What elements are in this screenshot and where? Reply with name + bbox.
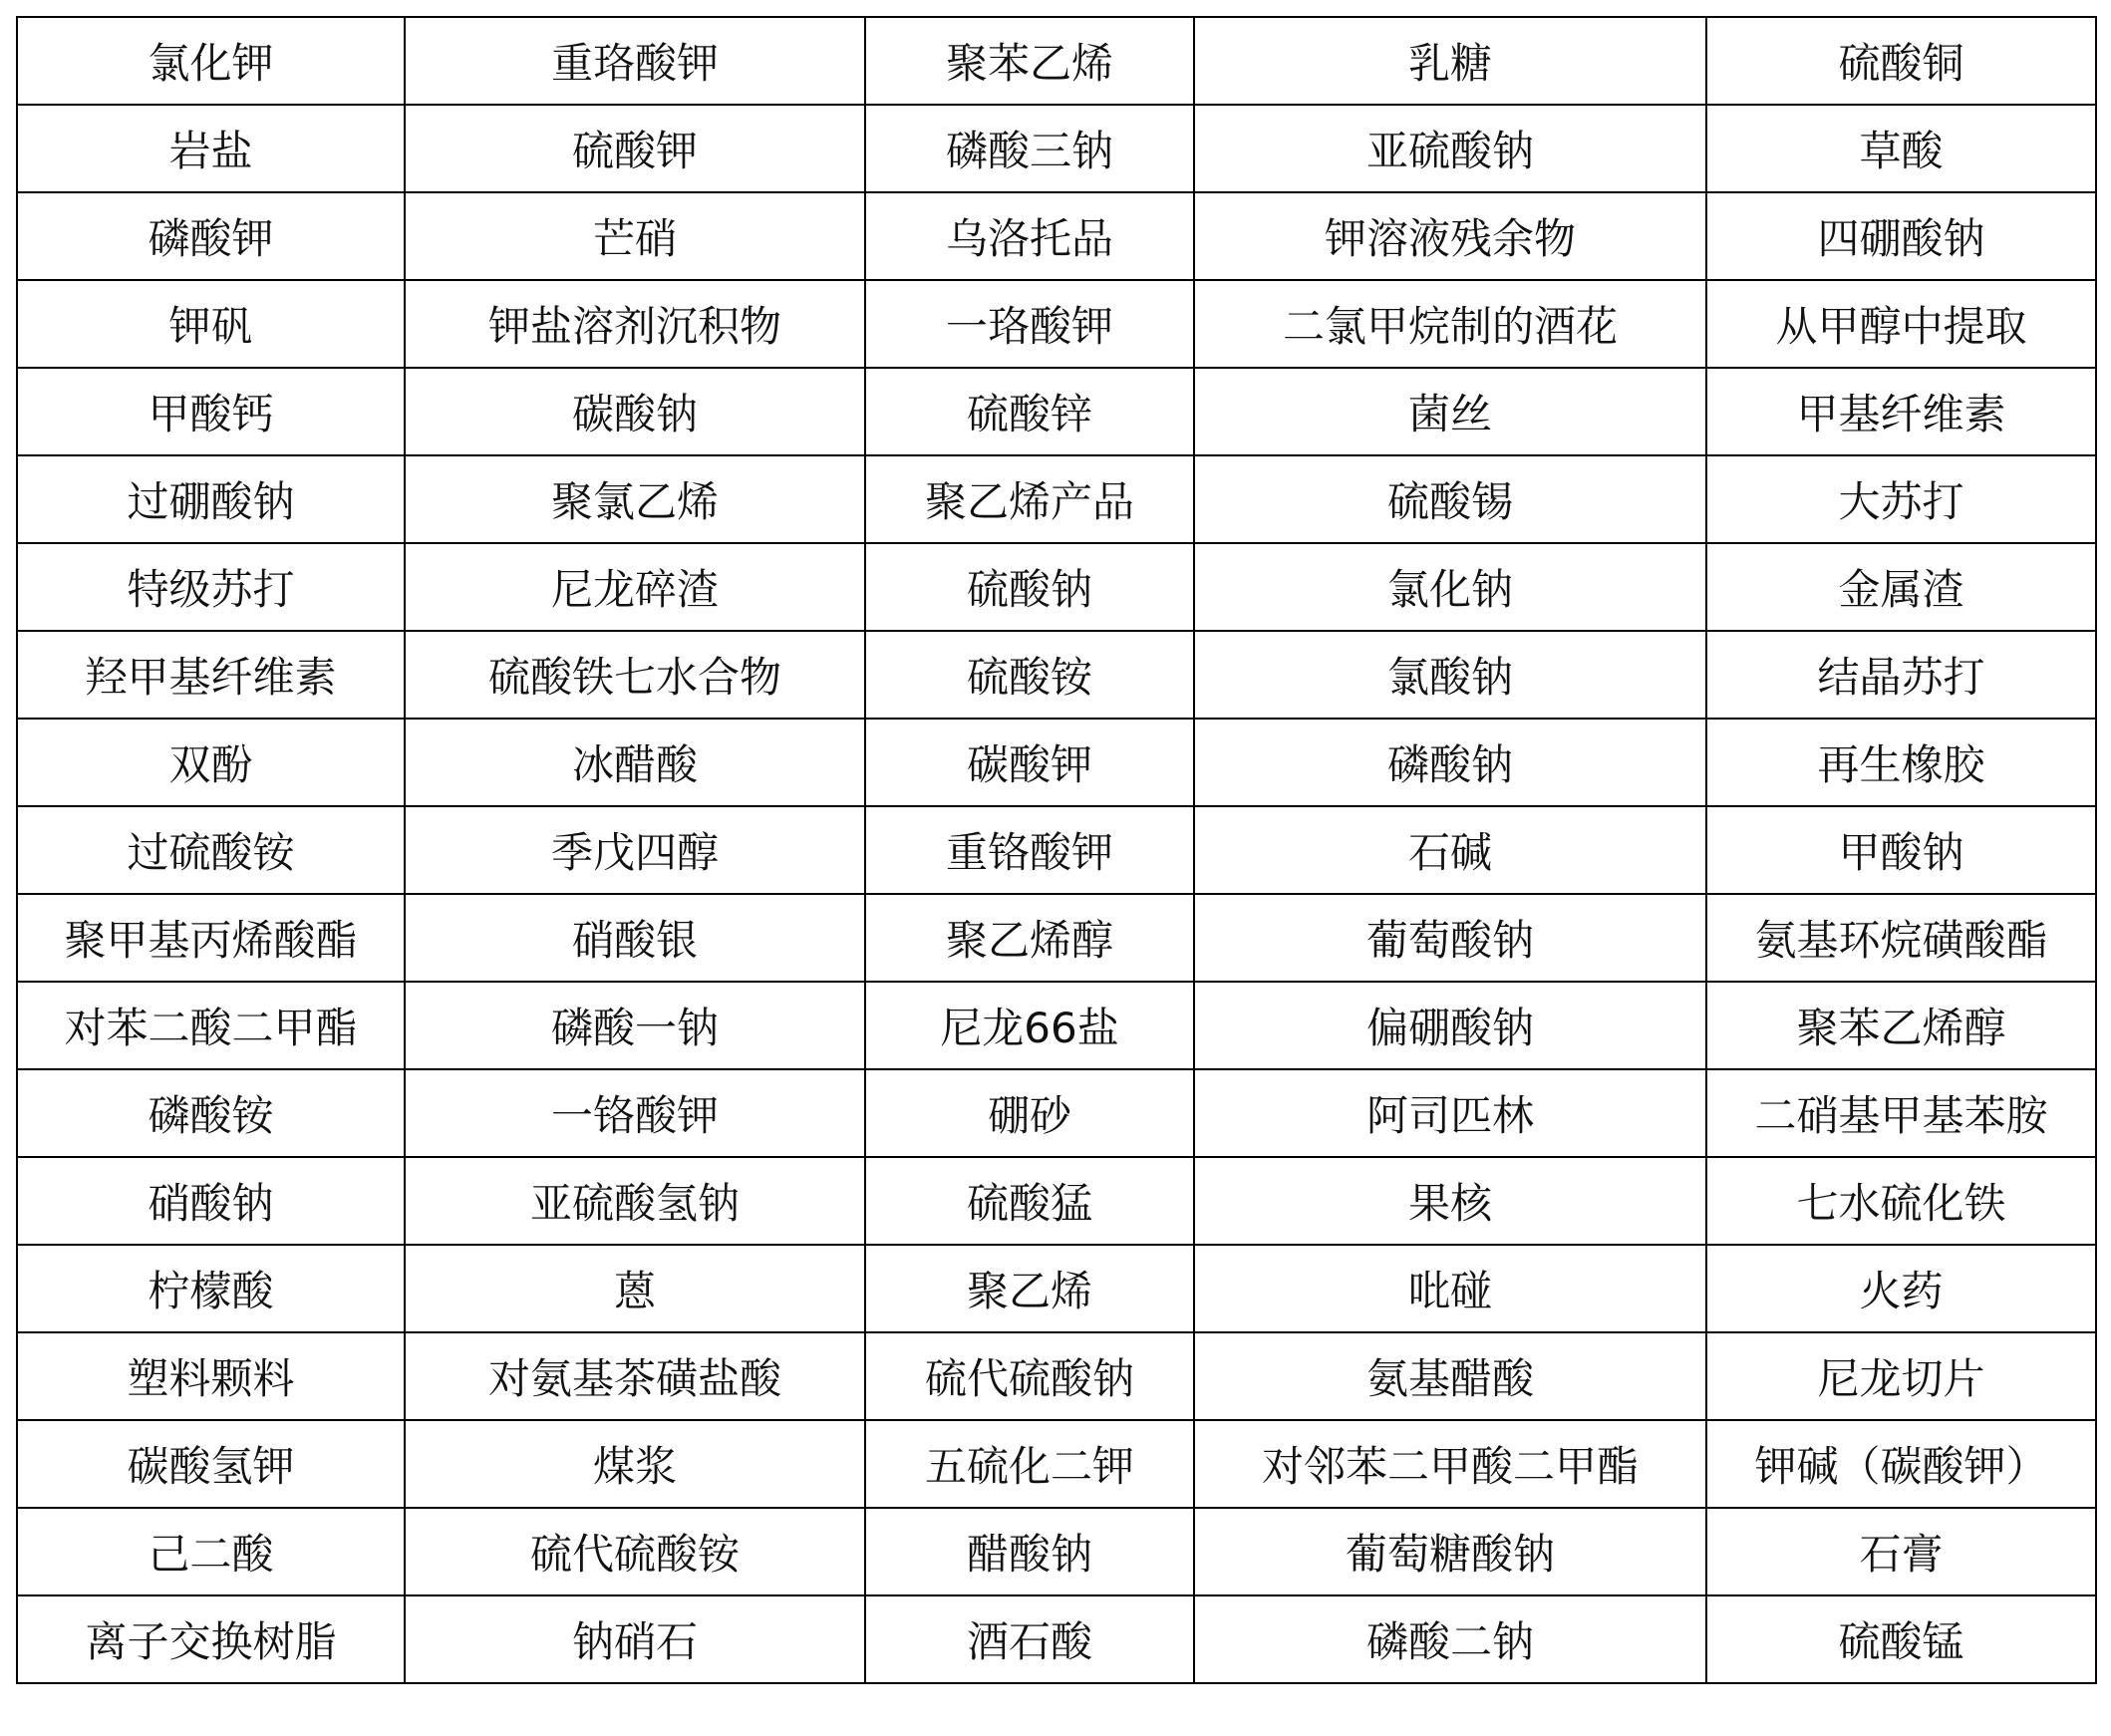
table-cell: 葡萄糖酸钠 (1194, 1508, 1706, 1595)
table-cell: 七水硫化铁 (1706, 1157, 2096, 1245)
table-cell: 再生橡胶 (1706, 719, 2096, 806)
table-row (17, 455, 2096, 543)
table-cell: 硫酸猛 (865, 1157, 1194, 1245)
table-cell: 过硼酸钠 (17, 455, 405, 543)
table-row (17, 806, 2096, 894)
table-cell: 菌丝 (1194, 368, 1706, 455)
table-cell: 果核 (1194, 1157, 1706, 1245)
table-cell: 季戊四醇 (405, 806, 865, 894)
table-row (17, 105, 2096, 192)
table-cell: 聚苯乙烯 (865, 17, 1194, 105)
table-cell: 甲酸钠 (1706, 806, 2096, 894)
table-row (17, 1332, 2096, 1420)
table-cell: 葡萄酸钠 (1194, 894, 1706, 982)
table-cell: 二氯甲烷制的酒花 (1194, 280, 1706, 368)
table-cell: 一珞酸钾 (865, 280, 1194, 368)
table-cell: 钾矾 (17, 280, 405, 368)
table-row (17, 1245, 2096, 1332)
table-cell: 重珞酸钾 (405, 17, 865, 105)
table-row (17, 982, 2096, 1069)
table-cell: 煤浆 (405, 1420, 865, 1508)
table-cell: 硫代硫酸铵 (405, 1508, 865, 1595)
table-cell: 聚乙烯产品 (865, 455, 1194, 543)
table-cell: 石碱 (1194, 806, 1706, 894)
table-cell: 磷酸钾 (17, 192, 405, 280)
table-row (17, 631, 2096, 719)
table-cell: 双酚 (17, 719, 405, 806)
table-cell: 石膏 (1706, 1508, 2096, 1595)
table-cell: 聚氯乙烯 (405, 455, 865, 543)
table-cell: 尼龙碎渣 (405, 543, 865, 631)
table-cell: 己二酸 (17, 1508, 405, 1595)
table-cell: 草酸 (1706, 105, 2096, 192)
table-cell: 碳酸钾 (865, 719, 1194, 806)
table-cell: 柠檬酸 (17, 1245, 405, 1332)
table-cell: 硫代硫酸钠 (865, 1332, 1194, 1420)
table-cell: 羟甲基纤维素 (17, 631, 405, 719)
table-row (17, 368, 2096, 455)
table-cell: 磷酸一钠 (405, 982, 865, 1069)
table-cell: 氯酸钠 (1194, 631, 1706, 719)
table-row (17, 192, 2096, 280)
table-cell: 聚乙烯 (865, 1245, 1194, 1332)
table-cell: 塑料颗料 (17, 1332, 405, 1420)
table-row (17, 1420, 2096, 1508)
table-cell: 硫酸钠 (865, 543, 1194, 631)
table-cell: 磷酸钠 (1194, 719, 1706, 806)
table-cell: 碳酸钠 (405, 368, 865, 455)
table-cell: 乳糖 (1194, 17, 1706, 105)
table-cell: 离子交换树脂 (17, 1595, 405, 1683)
table-cell: 硫酸铁七水合物 (405, 631, 865, 719)
table-row (17, 1157, 2096, 1245)
table-cell: 亚硫酸钠 (1194, 105, 1706, 192)
table-cell: 碳酸氢钾 (17, 1420, 405, 1508)
table-row (17, 17, 2096, 105)
table-cell: 钾碱（碳酸钾） (1706, 1420, 2096, 1508)
table-cell: 对邻苯二甲酸二甲酯 (1194, 1420, 1706, 1508)
table-cell: 一铬酸钾 (405, 1069, 865, 1157)
table-cell: 火药 (1706, 1245, 2096, 1332)
table-row (17, 1069, 2096, 1157)
table-cell: 聚苯乙烯醇 (1706, 982, 2096, 1069)
table-cell: 过硫酸铵 (17, 806, 405, 894)
table-cell: 二硝基甲基苯胺 (1706, 1069, 2096, 1157)
table-cell: 四硼酸钠 (1706, 192, 2096, 280)
table-cell: 甲基纤维素 (1706, 368, 2096, 455)
chemical-names-table (16, 16, 2097, 1684)
table-cell: 氨基环烷磺酸酯 (1706, 894, 2096, 982)
table-cell: 乌洛托品 (865, 192, 1194, 280)
table-cell: 蒽 (405, 1245, 865, 1332)
table-cell: 硫酸铵 (865, 631, 1194, 719)
table-cell: 钾盐溶剂沉积物 (405, 280, 865, 368)
table-cell: 硫酸钾 (405, 105, 865, 192)
table-cell: 五硫化二钾 (865, 1420, 1194, 1508)
table-cell: 氯化钠 (1194, 543, 1706, 631)
table-cell: 磷酸铵 (17, 1069, 405, 1157)
table-cell: 氨基醋酸 (1194, 1332, 1706, 1420)
table-cell: 酒石酸 (865, 1595, 1194, 1683)
table-cell: 偏硼酸钠 (1194, 982, 1706, 1069)
table-cell: 对苯二酸二甲酯 (17, 982, 405, 1069)
table-cell: 甲酸钙 (17, 368, 405, 455)
table-cell: 亚硫酸氢钠 (405, 1157, 865, 1245)
table-cell: 大苏打 (1706, 455, 2096, 543)
table-cell: 磷酸二钠 (1194, 1595, 1706, 1683)
table-cell: 结晶苏打 (1706, 631, 2096, 719)
table-cell: 硝酸银 (405, 894, 865, 982)
table-cell: 重铬酸钾 (865, 806, 1194, 894)
table-cell: 岩盐 (17, 105, 405, 192)
table-row (17, 894, 2096, 982)
table-cell: 从甲醇中提取 (1706, 280, 2096, 368)
table-cell: 硫酸铜 (1706, 17, 2096, 105)
table-cell: 冰醋酸 (405, 719, 865, 806)
table-cell: 硫酸锰 (1706, 1595, 2096, 1683)
table-body (17, 17, 2096, 1683)
table-cell: 尼龙切片 (1706, 1332, 2096, 1420)
table-cell: 硝酸钠 (17, 1157, 405, 1245)
table-cell: 磷酸三钠 (865, 105, 1194, 192)
table-cell: 钾溶液残余物 (1194, 192, 1706, 280)
table-cell: 对氨基茶磺盐酸 (405, 1332, 865, 1420)
table-cell: 钠硝石 (405, 1595, 865, 1683)
table-cell: 硫酸锌 (865, 368, 1194, 455)
table-cell: 金属渣 (1706, 543, 2096, 631)
table-cell: 阿司匹林 (1194, 1069, 1706, 1157)
table-cell: 芒硝 (405, 192, 865, 280)
table-row (17, 280, 2096, 368)
table-cell: 聚乙烯醇 (865, 894, 1194, 982)
table-cell: 硫酸锡 (1194, 455, 1706, 543)
table-cell: 硼砂 (865, 1069, 1194, 1157)
table-cell: 尼龙66盐 (865, 982, 1194, 1069)
table-cell: 特级苏打 (17, 543, 405, 631)
table-cell: 醋酸钠 (865, 1508, 1194, 1595)
table-row (17, 1595, 2096, 1683)
table-row (17, 1508, 2096, 1595)
table-cell: 聚甲基丙烯酸酯 (17, 894, 405, 982)
table-row (17, 719, 2096, 806)
table-cell: 氯化钾 (17, 17, 405, 105)
table-row (17, 543, 2096, 631)
table-cell: 吡碰 (1194, 1245, 1706, 1332)
